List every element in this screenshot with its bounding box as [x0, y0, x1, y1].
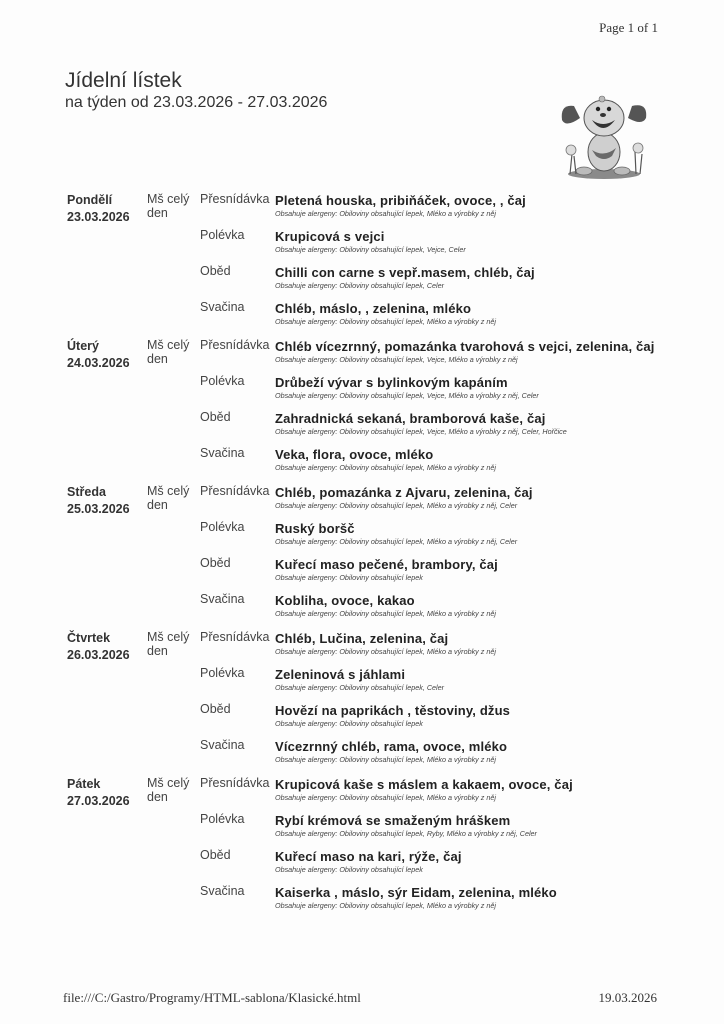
day-tuesday [67, 338, 667, 482]
meal-type: Polévka [200, 812, 245, 826]
meal-row [200, 264, 667, 291]
meal-type: Svačina [200, 300, 245, 314]
meal-row [200, 848, 667, 875]
meal-row [200, 228, 667, 255]
group-label: Mš celý den [147, 630, 190, 658]
print-date: 19.03.2026 [598, 990, 657, 1005]
allergens-note: Obsahuje alergeny: Obiloviny obsahující lepek [275, 573, 423, 582]
dish-name: Krupicová s vejci [275, 229, 385, 244]
day-friday [67, 776, 667, 920]
meal-type: Polévka [200, 228, 245, 242]
dish-name: Pletená houska, pribiňáček, ovoce, , čaj [275, 193, 526, 208]
allergens-note: Obsahuje alergeny: Obiloviny obsahující lepek, Mléko a výrobky z něj [275, 609, 496, 618]
allergens-note: Obsahuje alergeny: Obiloviny obsahující lepek, Vejce, Mléko a výrobky z něj, Celer [275, 391, 539, 400]
meal-row [200, 776, 667, 803]
allergens-note: Obsahuje alergeny: Obiloviny obsahující lepek, Mléko a výrobky z něj, Celer [275, 537, 518, 546]
day-name: Středa [67, 485, 106, 499]
meal-row [200, 702, 667, 729]
meal-type: Svačina [200, 884, 245, 898]
meal-type: Oběd [200, 264, 231, 278]
meal-type: Oběd [200, 702, 231, 716]
dish-name: Krupicová kaše s máslem a kakaem, ovoce, čaj [275, 777, 573, 792]
dish-name: Chléb vícezrnný, pomazánka tvarohová s vejci, zelenina, čaj [275, 339, 655, 354]
meal-row [200, 666, 667, 693]
meal-row [200, 192, 667, 219]
dish-name: Kuřecí maso na kari, rýže, čaj [275, 849, 462, 864]
day-wednesday [67, 484, 667, 628]
allergens-note: Obsahuje alergeny: Obiloviny obsahující lepek [275, 865, 423, 874]
page-title: Jídelní lístek [65, 69, 182, 92]
meal-row [200, 630, 667, 657]
dish-name: Kaiserka , máslo, sýr Eidam, zelenina, mléko [275, 885, 557, 900]
allergens-note: Obsahuje alergeny: Obiloviny obsahující lepek, Vejce, Mléko a výrobky z něj [275, 355, 518, 364]
day-thursday [67, 630, 667, 774]
allergens-note: Obsahuje alergeny: Obiloviny obsahující lepek, Mléko a výrobky z něj [275, 793, 496, 802]
dish-name: Kuřecí maso pečené, brambory, čaj [275, 557, 498, 572]
day-name: Pátek [67, 777, 101, 791]
meal-type: Přesnídávka [200, 776, 270, 790]
day-name: Úterý [67, 339, 99, 353]
dish-name: Ruský boršč [275, 521, 355, 536]
meal-row [200, 410, 667, 437]
group-label: Mš celý den [147, 484, 190, 512]
day-name: Čtvrtek [67, 631, 111, 645]
meal-row [200, 446, 667, 473]
meal-type: Polévka [200, 374, 245, 388]
allergens-note: Obsahuje alergeny: Obiloviny obsahující lepek [275, 719, 423, 728]
meal-row [200, 338, 667, 365]
allergens-note: Obsahuje alergeny: Obiloviny obsahující lepek, Vejce, Mléko a výrobky z něj, Celer, Hořčice [275, 427, 567, 436]
day-date: 27.03.2026 [67, 794, 130, 808]
meal-row [200, 592, 667, 619]
day-name: Pondělí [67, 193, 113, 207]
dish-name: Zahradnická sekaná, bramborová kaše, čaj [275, 411, 546, 426]
day-date: 23.03.2026 [67, 210, 130, 224]
allergens-note: Obsahuje alergeny: Obiloviny obsahující lepek, Mléko a výrobky z něj, Celer [275, 501, 518, 510]
meal-row [200, 374, 667, 401]
meal-type: Svačina [200, 738, 245, 752]
meal-row [200, 520, 667, 547]
allergens-note: Obsahuje alergeny: Obiloviny obsahující lepek, Celer [275, 683, 445, 692]
allergens-note: Obsahuje alergeny: Obiloviny obsahující lepek, Mléko a výrobky z něj [275, 209, 496, 218]
meal-row [200, 884, 667, 911]
meal-row [200, 484, 667, 511]
dish-name: Zeleninová s jáhlami [275, 667, 406, 682]
meal-type: Svačina [200, 592, 245, 606]
meal-type: Oběd [200, 410, 231, 424]
dish-name: Chilli con carne s vepř.masem, chléb, čaj [275, 265, 535, 280]
meal-type: Polévka [200, 666, 245, 680]
day-date: 25.03.2026 [67, 502, 130, 516]
meal-type: Přesnídávka [200, 338, 270, 352]
group-label: Mš celý den [147, 338, 190, 366]
dish-name: Veka, flora, ovoce, mléko [275, 447, 434, 462]
allergens-note: Obsahuje alergeny: Obiloviny obsahující lepek, Ryby, Mléko a výrobky z něj, Celer [275, 829, 537, 838]
allergens-note: Obsahuje alergeny: Obiloviny obsahující lepek, Mléko a výrobky z něj [275, 463, 496, 472]
dish-name: Chléb, pomazánka z Ajvaru, zelenina, čaj [275, 485, 533, 500]
dish-name: Vícezrnný chléb, rama, ovoce, mléko [275, 739, 508, 754]
meal-type: Oběd [200, 848, 231, 862]
group-label: Mš celý den [147, 192, 190, 220]
meal-type: Přesnídávka [200, 484, 270, 498]
allergens-note: Obsahuje alergeny: Obiloviny obsahující lepek, Vejce, Celer [275, 245, 466, 254]
dish-name: Chléb, máslo, , zelenina, mléko [275, 301, 472, 316]
day-date: 26.03.2026 [67, 648, 130, 662]
allergens-note: Obsahuje alergeny: Obiloviny obsahující lepek, Mléko a výrobky z něj [275, 317, 496, 326]
day-date: 24.03.2026 [67, 356, 130, 370]
day-monday [67, 192, 667, 336]
group-label: Mš celý den [147, 776, 190, 804]
meal-type: Přesnídávka [200, 630, 270, 644]
allergens-note: Obsahuje alergeny: Obiloviny obsahující lepek, Mléko a výrobky z něj [275, 647, 496, 656]
dish-name: Hovězí na paprikách , těstoviny, džus [275, 703, 511, 718]
dish-name: Rybí krémová se smaženým hráškem [275, 813, 511, 828]
allergens-note: Obsahuje alergeny: Obiloviny obsahující lepek, Mléko a výrobky z něj [275, 755, 496, 764]
cartoon-dog-icon [552, 84, 656, 180]
meal-type: Svačina [200, 446, 245, 460]
dish-name: Drůbeží vývar s bylinkovým kapáním [275, 375, 508, 390]
meal-row [200, 556, 667, 583]
meal-row [200, 300, 667, 327]
meal-row [200, 812, 667, 839]
week-range: na týden od 23.03.2026 - 27.03.2026 [65, 94, 328, 111]
meal-type: Přesnídávka [200, 192, 270, 206]
page-number: Page 1 of 1 [599, 20, 658, 35]
dish-name: Chléb, Lučina, zelenina, čaj [275, 631, 449, 646]
meal-row [200, 738, 667, 765]
meal-type: Polévka [200, 520, 245, 534]
dish-name: Kobliha, ovoce, kakao [275, 593, 415, 608]
allergens-note: Obsahuje alergeny: Obiloviny obsahující lepek, Celer [275, 281, 445, 290]
meal-type: Oběd [200, 556, 231, 570]
file-path: file:///C:/Gastro/Programy/HTML-sablona/Klasické.html [63, 990, 361, 1005]
weekly-menu [67, 192, 667, 920]
allergens-note: Obsahuje alergeny: Obiloviny obsahující lepek, Mléko a výrobky z něj [275, 901, 496, 910]
